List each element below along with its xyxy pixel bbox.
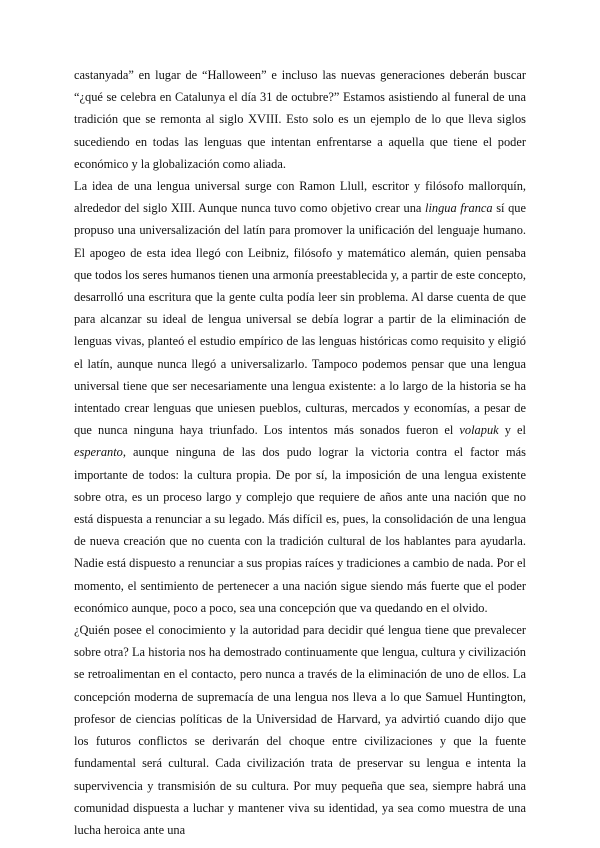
paragraph-halloween-tradition [74,64,526,175]
paragraph-text: La idea de una lengua universal surge con Ramon Llull, escritor y filósofo mallorquín, alrededor del siglo XIII. Aunque nunca tuvo como objetivo crear una [74,179,526,216]
paragraph-text: , aunque ninguna de las dos pudo lograr la victoria contra el factor más importante de todos: la cultura propia. De por sí, la imposición de una lengua existente sobre otra, es un proceso largo y complejo que requiere de años ante una nación que no está dispuesta a renunciar a su legado. Más difícil es, pues, la consolidación de una lengua de nueva creación que no cuenta con la tradición cultural de los hablantes para ayudarla. Nadie está dispuesto a renunciar a sus propias raíces y tradiciones a cambio de nada. Por el momento, el sentimiento de pertenecer a una nación sigue siendo más fuerte que el poder económico aunque, poco a poco, sea una concepción que va quedando en el olvido. [74,445,526,615]
paragraph-universal-language [74,175,526,619]
paragraph-text: ¿Quién posee el conocimiento y la autoridad para decidir qué lengua tiene que prevalecer sobre otra? La historia nos ha demostrado continuamente que lengua, cultura y civilización se retroalimentan en el contacto, pero nunca a través de la eliminación de uno de ellos. La concepción moderna de supremacía de una lengua nos lleva a lo que Samuel Huntington, profesor de ciencias políticas de la Universidad de Harvard, ya advirtió cuando dijo que los futuros conflictos se derivarán del choque entre civilizaciones y que la fuente fundamental será cultural. Cada civilización trata de preservar su lengua e intenta la supervivencia y transmisión de su cultura. Por muy pequeña que sea, siempre habrá una comunidad dispuesta a luchar y mantener viva su identidad, ya sea como muestra de una lucha heroica ante una [74,623,526,837]
italic-term-esperanto: esperanto [74,445,123,460]
paragraph-text: castanyada” en lugar de “Halloween” e incluso las nuevas generaciones deberán buscar “¿qué se celebra en Catalunya el día 31 de octubre?” Estamos asistiendo al funeral de una tradición que se remonta al siglo XVIII. Esto solo es un ejemplo de lo que lleva siglos sucediendo en todas las lenguas que intentan enfrentarse a aquella que tiene el poder económico y la globalización como aliada. [74,68,526,171]
paragraph-text: y el [498,423,526,438]
italic-term-volapuk: volapuk [459,423,499,438]
paragraph-text: sí que propuso una universalización del latín para promover la unificación del lenguaje humano. El apogeo de esta idea llegó con Leibniz, filósofo y matemático alemán, quien pensaba que todos los seres humanos tienen una armonía preestablecida y, a partir de este concepto, desarrolló una escritura que la gente culta podía leer sin problema. Al darse cuenta de que para alcanzar su ideal de lengua universal se debía lograr a partir de la eliminación de lenguas vivas, planteó el estudio empírico de las lenguas históricas como requisito y eligió el latín, aunque nunca llegó a universalizarlo. Tampoco podemos pensar que una lengua universal tiene que ser necesariamente una lengua existente: a lo largo de la historia se ha intentado crear lenguas que uniesen pueblos, culturas, mercados y economías, a pesar de que nunca ninguna haya triunfado. Los intentos más sonados fueron el [74,201,526,438]
italic-term-lingua-franca: lingua franca [425,201,493,216]
document-page [74,64,526,841]
paragraph-language-authority [74,619,526,841]
